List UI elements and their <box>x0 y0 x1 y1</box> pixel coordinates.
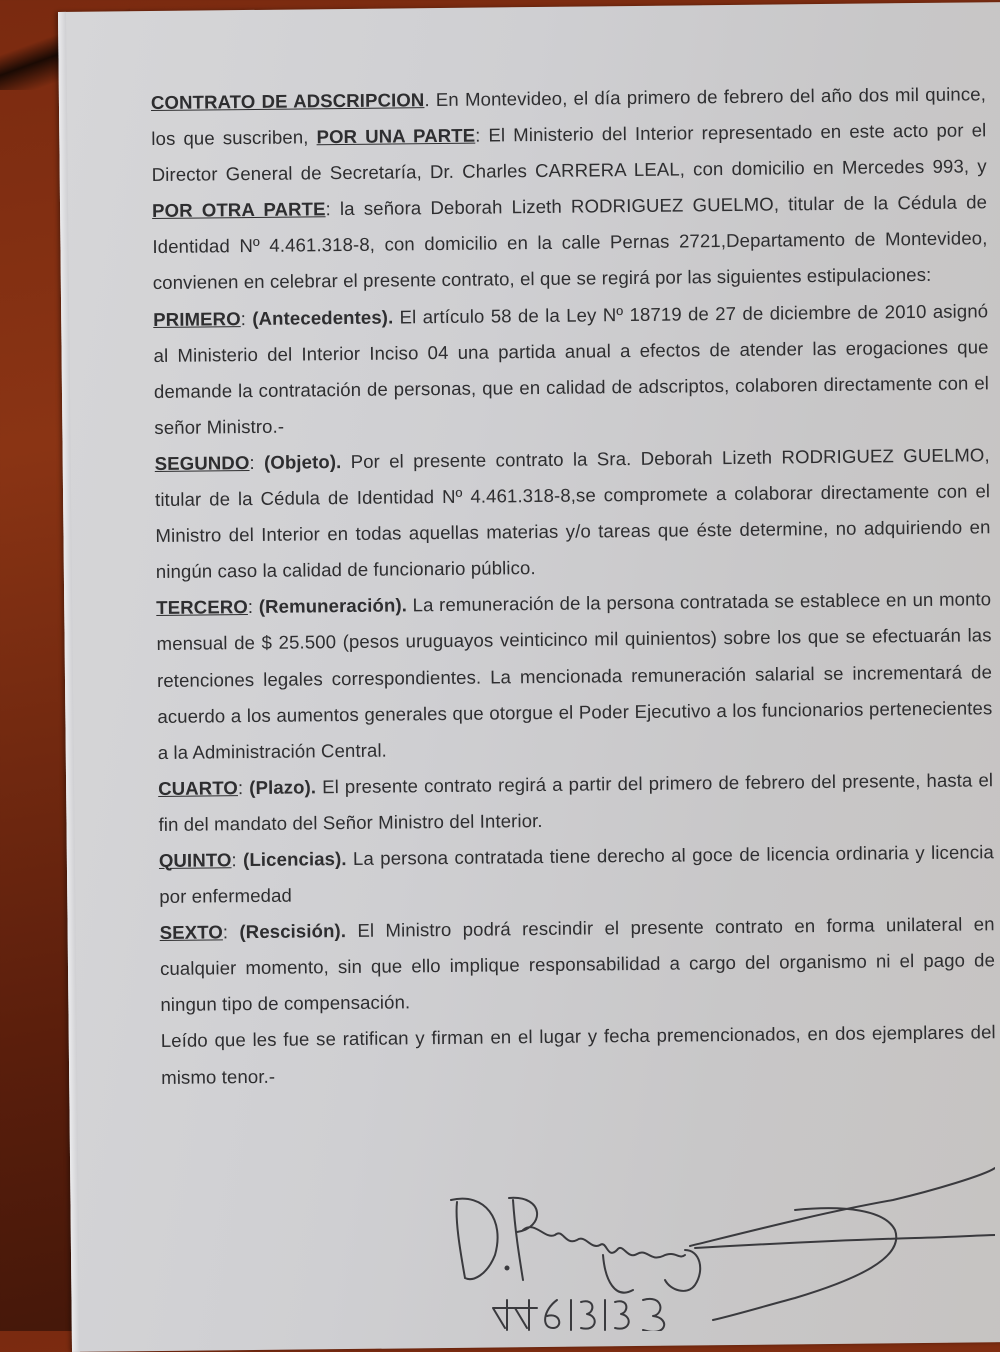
clause-label: TERCERO <box>156 596 248 619</box>
clause-body: Por el presente contrato la Sra. Deborah Lizeth RODRIGUEZ GUELMO, titular de la Cédula de Identidad Nº 4.461.318-8,se compromete a colaborar directamente con el Ministro del Interior en todas aquellas materias y/o tareas que éste determine, no adquiriendo en ningún caso la calidad de funcionario público. <box>155 444 991 583</box>
party-1-label: POR UNA PARTE <box>316 124 476 148</box>
intro-paragraph <box>151 76 988 301</box>
clause-primero: PRIMERO: (Antecedentes). El artículo 58 de la Ley Nº 18719 de 27 de diciembre de 2010 asignó al Ministerio del Interior Inciso 04 una partida anual a efectos de atender las erogaciones que demande la contratación de personas, que en calidad de adscriptos, colaboren directamente con el señor Ministro.- <box>153 299 990 438</box>
clause-body: El Ministro podrá rescindir el presente contrato en forma unilateral en cualquier momento, sin que ello implique responsabilidad a cargo del organismo ni el pago de ningun tipo de compensación. <box>159 913 996 1016</box>
closing-paragraph: Leído que les fue se ratifican y firman en el lugar y fecha premencionados, en dos ejemplares del mismo tenor.- <box>160 1021 996 1088</box>
clause-label: SEGUNDO <box>154 451 250 474</box>
intro-text-2: : El Ministerio del Interior representado en este acto por el Director General de Secretaría, Dr. Charles CARRERA LEAL, con domicilio en Mercedes 993, y <box>151 119 987 186</box>
clause-label: SEXTO <box>159 921 223 944</box>
clause-body: La persona contratada tiene derecho al goce de licencia ordinaria y licencia por enfermedad <box>159 841 994 908</box>
clause-heading: (Licencias). <box>242 847 347 871</box>
party-2-label: POR OTRA PARTE <box>151 198 326 222</box>
clause-heading: (Remuneración). <box>258 594 408 618</box>
clause-body: El artículo 58 de la Ley Nº 18719 de 27 de diciembre de 2010 asignó al Ministerio del Interior Inciso 04 una partida anual a efectos de atender las erogaciones que demande la contratación de personas, que en calidad de adscriptos, colaboren directamente con el señor Ministro.- <box>153 299 990 438</box>
clause-tercero: TERCERO: (Remuneración). La remuneración de la persona contratada se establece en un monto mensual de $ 25.500 (pesos uruguayos veinticinco mil quinientos) sobre los que se efectuarán las retenciones legales correspondientes. La mencionada remuneración salarial se incrementará de acuerdo a los aumentos generales que otorgue el Poder Ejecutivo a los funcionarios pertenecientes a la Administración Central. <box>156 588 993 763</box>
clause-body: La remuneración de la persona contratada se establece en un monto mensual de $ 25.500 (pesos uruguayos veinticinco mil quinientos) sobre los que se efectuarán las retenciones legales correspondientes. La mencionada remuneración salarial se incrementará de acuerdo a los aumentos generales que otorgue el Poder Ejecutivo a los funcionarios pertenecientes a la Administración Central. <box>156 588 993 763</box>
clause-heading: (Rescisión). <box>239 920 347 943</box>
clause-cuarto: CUARTO: (Plazo). El presente contrato regirá a partir del primero de febrero del presente, hasta el fin del mandato del Señor Ministro del Interior. <box>158 769 994 835</box>
intro-text-3: : la señora Deborah Lizeth RODRIGUEZ GUELMO, titular de la Cédula de Identidad Nº 4.461.318-8, con domicilio en la calle Pernas 2721,Departamento de Montevideo, convienen en celebrar el presente contrato, el que se regirá por las siguientes estipulaciones: <box>152 191 988 294</box>
signature-icon <box>395 1150 995 1331</box>
clause-segundo: SEGUNDO: (Objeto). Por el presente contrato la Sra. Deborah Lizeth RODRIGUEZ GUELMO, titular de la Cédula de Identidad Nº 4.461.318-8,se compromete a colaborar directamente con el Ministro del Interior en todas aquellas materias y/o tareas que éste determine, no adquiriendo en ningún caso la calidad de funcionario público. <box>154 444 991 583</box>
clause-heading: (Plazo). <box>249 776 317 798</box>
handwritten-signature <box>395 1150 995 1331</box>
clause-heading: (Objeto). <box>263 450 342 473</box>
clause-body: El presente contrato regirá a partir del primero de febrero del presente, hasta el fin del mandato del Señor Ministro del Interior. <box>158 769 994 835</box>
contract-body <box>151 76 997 1095</box>
clause-quinto: QUINTO: (Licencias). La persona contratada tiene derecho al goce de licencia ordinaria y licencia por enfermedad <box>158 841 994 908</box>
clause-heading: (Antecedentes). <box>252 306 394 329</box>
clause-sexto: SEXTO: (Rescisión). El Ministro podrá rescindir el presente contrato en forma unilateral en cualquier momento, sin que ello implique responsabilidad a cargo del organismo ni el pago de ningun tipo de compensación. <box>159 913 996 1016</box>
clause-label: PRIMERO <box>153 307 241 330</box>
document-title: CONTRATO DE ADSCRIPCION <box>150 89 425 114</box>
intro-text-1: . En Montevideo, el día primero de febrero del año dos mil quince, los que suscriben, <box>151 83 987 150</box>
clause-label: QUINTO <box>158 849 232 871</box>
clause-label: CUARTO <box>158 776 239 799</box>
